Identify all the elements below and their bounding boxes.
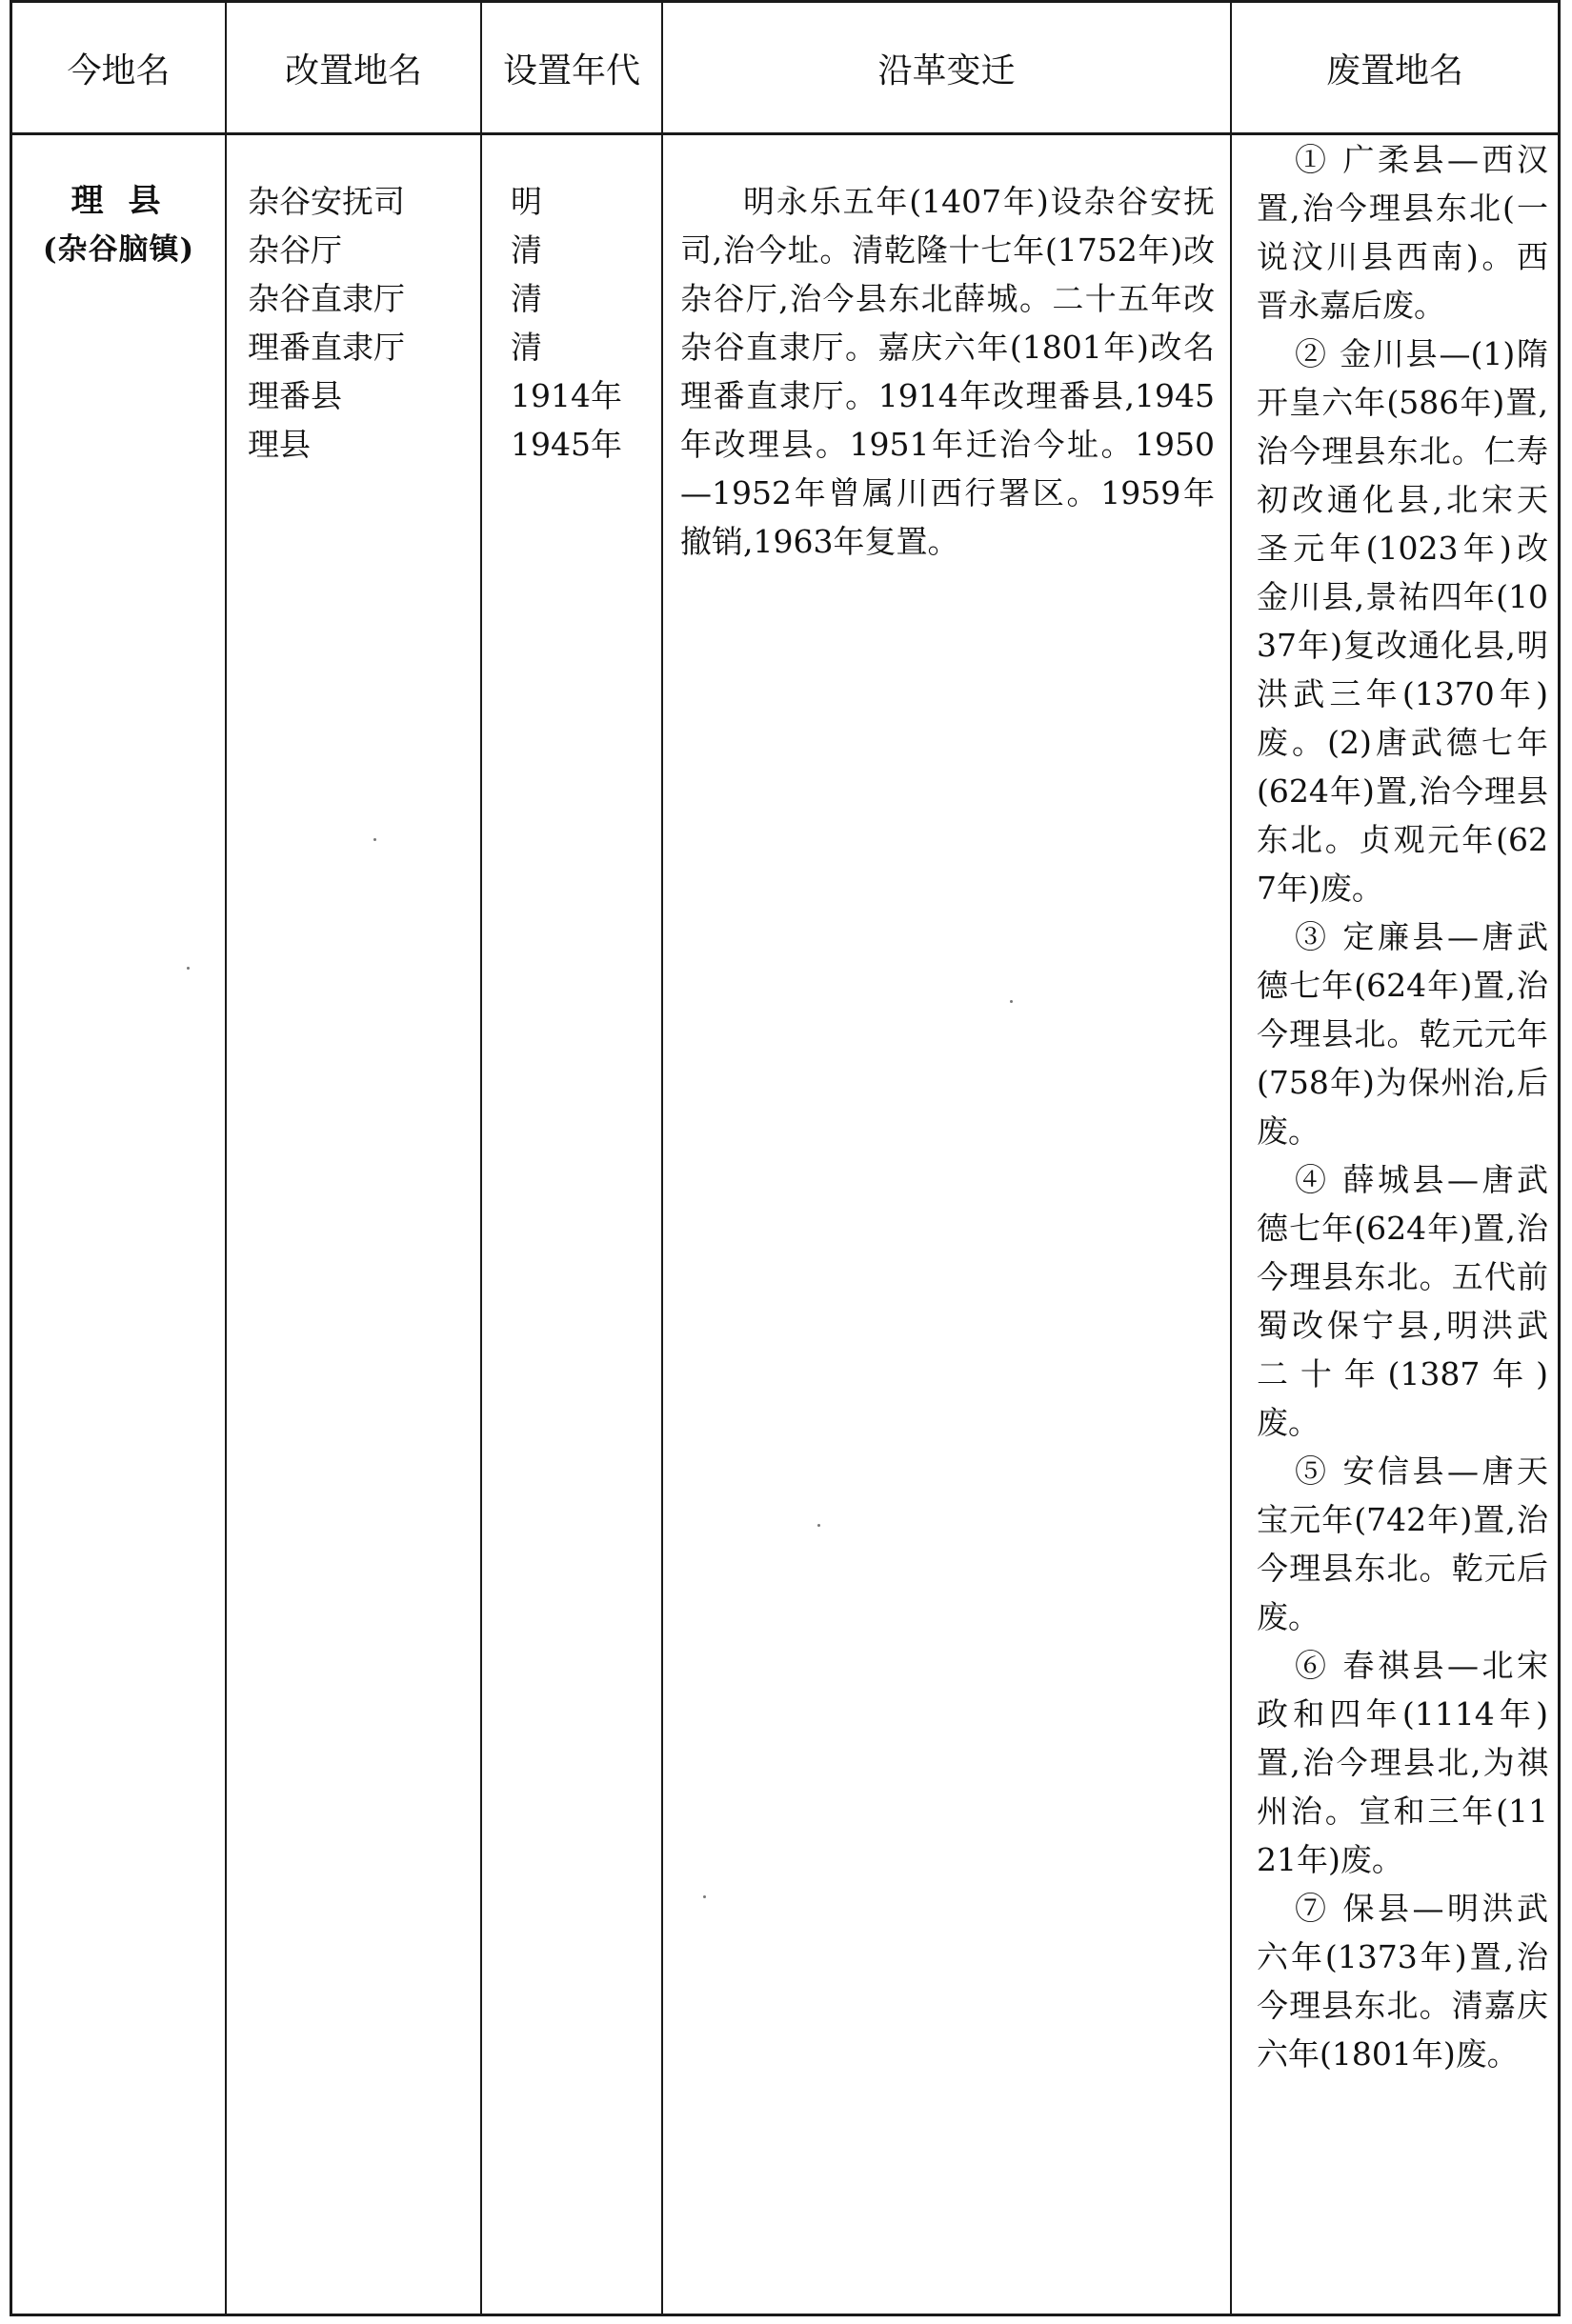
header-renamed-names: 改置地名	[226, 3, 481, 134]
scan-speck	[187, 967, 190, 970]
year-item: 1914年	[511, 377, 622, 414]
year-item: 清	[511, 280, 542, 317]
renamed-name-item: 理番直隶厅	[248, 329, 405, 366]
renamed-names-cell	[226, 134, 481, 2314]
place-name-table	[12, 3, 1558, 2314]
current-name-cell	[12, 134, 226, 2314]
header-history: 沿革变迁	[662, 3, 1231, 134]
current-name: 理县	[71, 182, 186, 220]
year-item: 明	[511, 183, 542, 220]
header-current-name: 今地名	[12, 3, 226, 134]
year-item: 清	[511, 329, 542, 366]
renamed-name-item: 杂谷直隶厅	[248, 280, 405, 317]
abolished-entry: ⑦ 保县—明洪武六年(1373年)置,治今理县东北。清嘉庆六年(1801年)废。	[1257, 1890, 1548, 2073]
year-item: 1945年	[511, 426, 622, 463]
year-item: 清	[511, 231, 542, 269]
scan-speck	[817, 1524, 820, 1527]
renamed-name-item: 理县	[248, 426, 311, 463]
abolished-entry: ① 广柔县—西汉置,治今理县东北(一说汶川县西南)。西晋永嘉后废。	[1257, 141, 1548, 324]
gazetteer-page	[10, 0, 1561, 2316]
abolished-entry: ⑥ 春祺县—北宋政和四年(1114年)置,治今理县北,为祺州治。宣和三年(1121年)废。	[1257, 1647, 1548, 1878]
header-year-established: 设置年代	[481, 3, 662, 134]
abolished-entry: ④ 薛城县—唐武德七年(624年)置,治今理县东北。五代前蜀改保宁县,明洪武二十年(1387年)废。	[1257, 1161, 1548, 1441]
renamed-name-item: 杂谷安抚司	[248, 183, 405, 220]
year-established-cell	[481, 134, 662, 2314]
abolished-entry: ⑤ 安信县—唐天宝元年(742年)置,治今理县东北。乾元后废。	[1257, 1452, 1548, 1635]
county-seat: (杂谷脑镇)	[42, 232, 195, 267]
renamed-name-item: 杂谷厅	[248, 231, 342, 269]
abolished-names-cell	[1231, 134, 1558, 2314]
abolished-entry: ② 金川县—(1)隋开皇六年(586年)置,治今理县东北。仁寿初改通化县,北宋天圣元年(1023年)改金川县,景祐四年(1037年)复改通化县,明洪武三年(1370年)废。(2)唐武德七年(624年)置,治今理县东北。贞观元年(627年)废。	[1257, 335, 1548, 907]
scan-speck	[703, 1895, 706, 1898]
header-abolished-names: 废置地名	[1231, 3, 1558, 134]
renamed-name-item: 理番县	[248, 377, 342, 414]
header-row	[12, 3, 1558, 134]
table-row	[12, 134, 1558, 2314]
history-text: 明永乐五年(1407年)设杂谷安抚司,治今址。清乾隆十七年(1752年)改杂谷厅,治今县东北薛城。二十五年改杂谷直隶厅。嘉庆六年(1801年)改名理番直隶厅。1914年改理番县,1945年改理县。1951年迁治今址。1950—1952年曾属川西行署区。1959年撤销,1963年复置。	[680, 183, 1215, 560]
scan-speck	[1010, 1000, 1013, 1003]
history-cell	[662, 134, 1231, 2314]
scan-speck	[373, 838, 376, 841]
abolished-entry: ③ 定廉县—唐武德七年(624年)置,治今理县北。乾元元年(758年)为保州治,后废。	[1257, 918, 1548, 1150]
